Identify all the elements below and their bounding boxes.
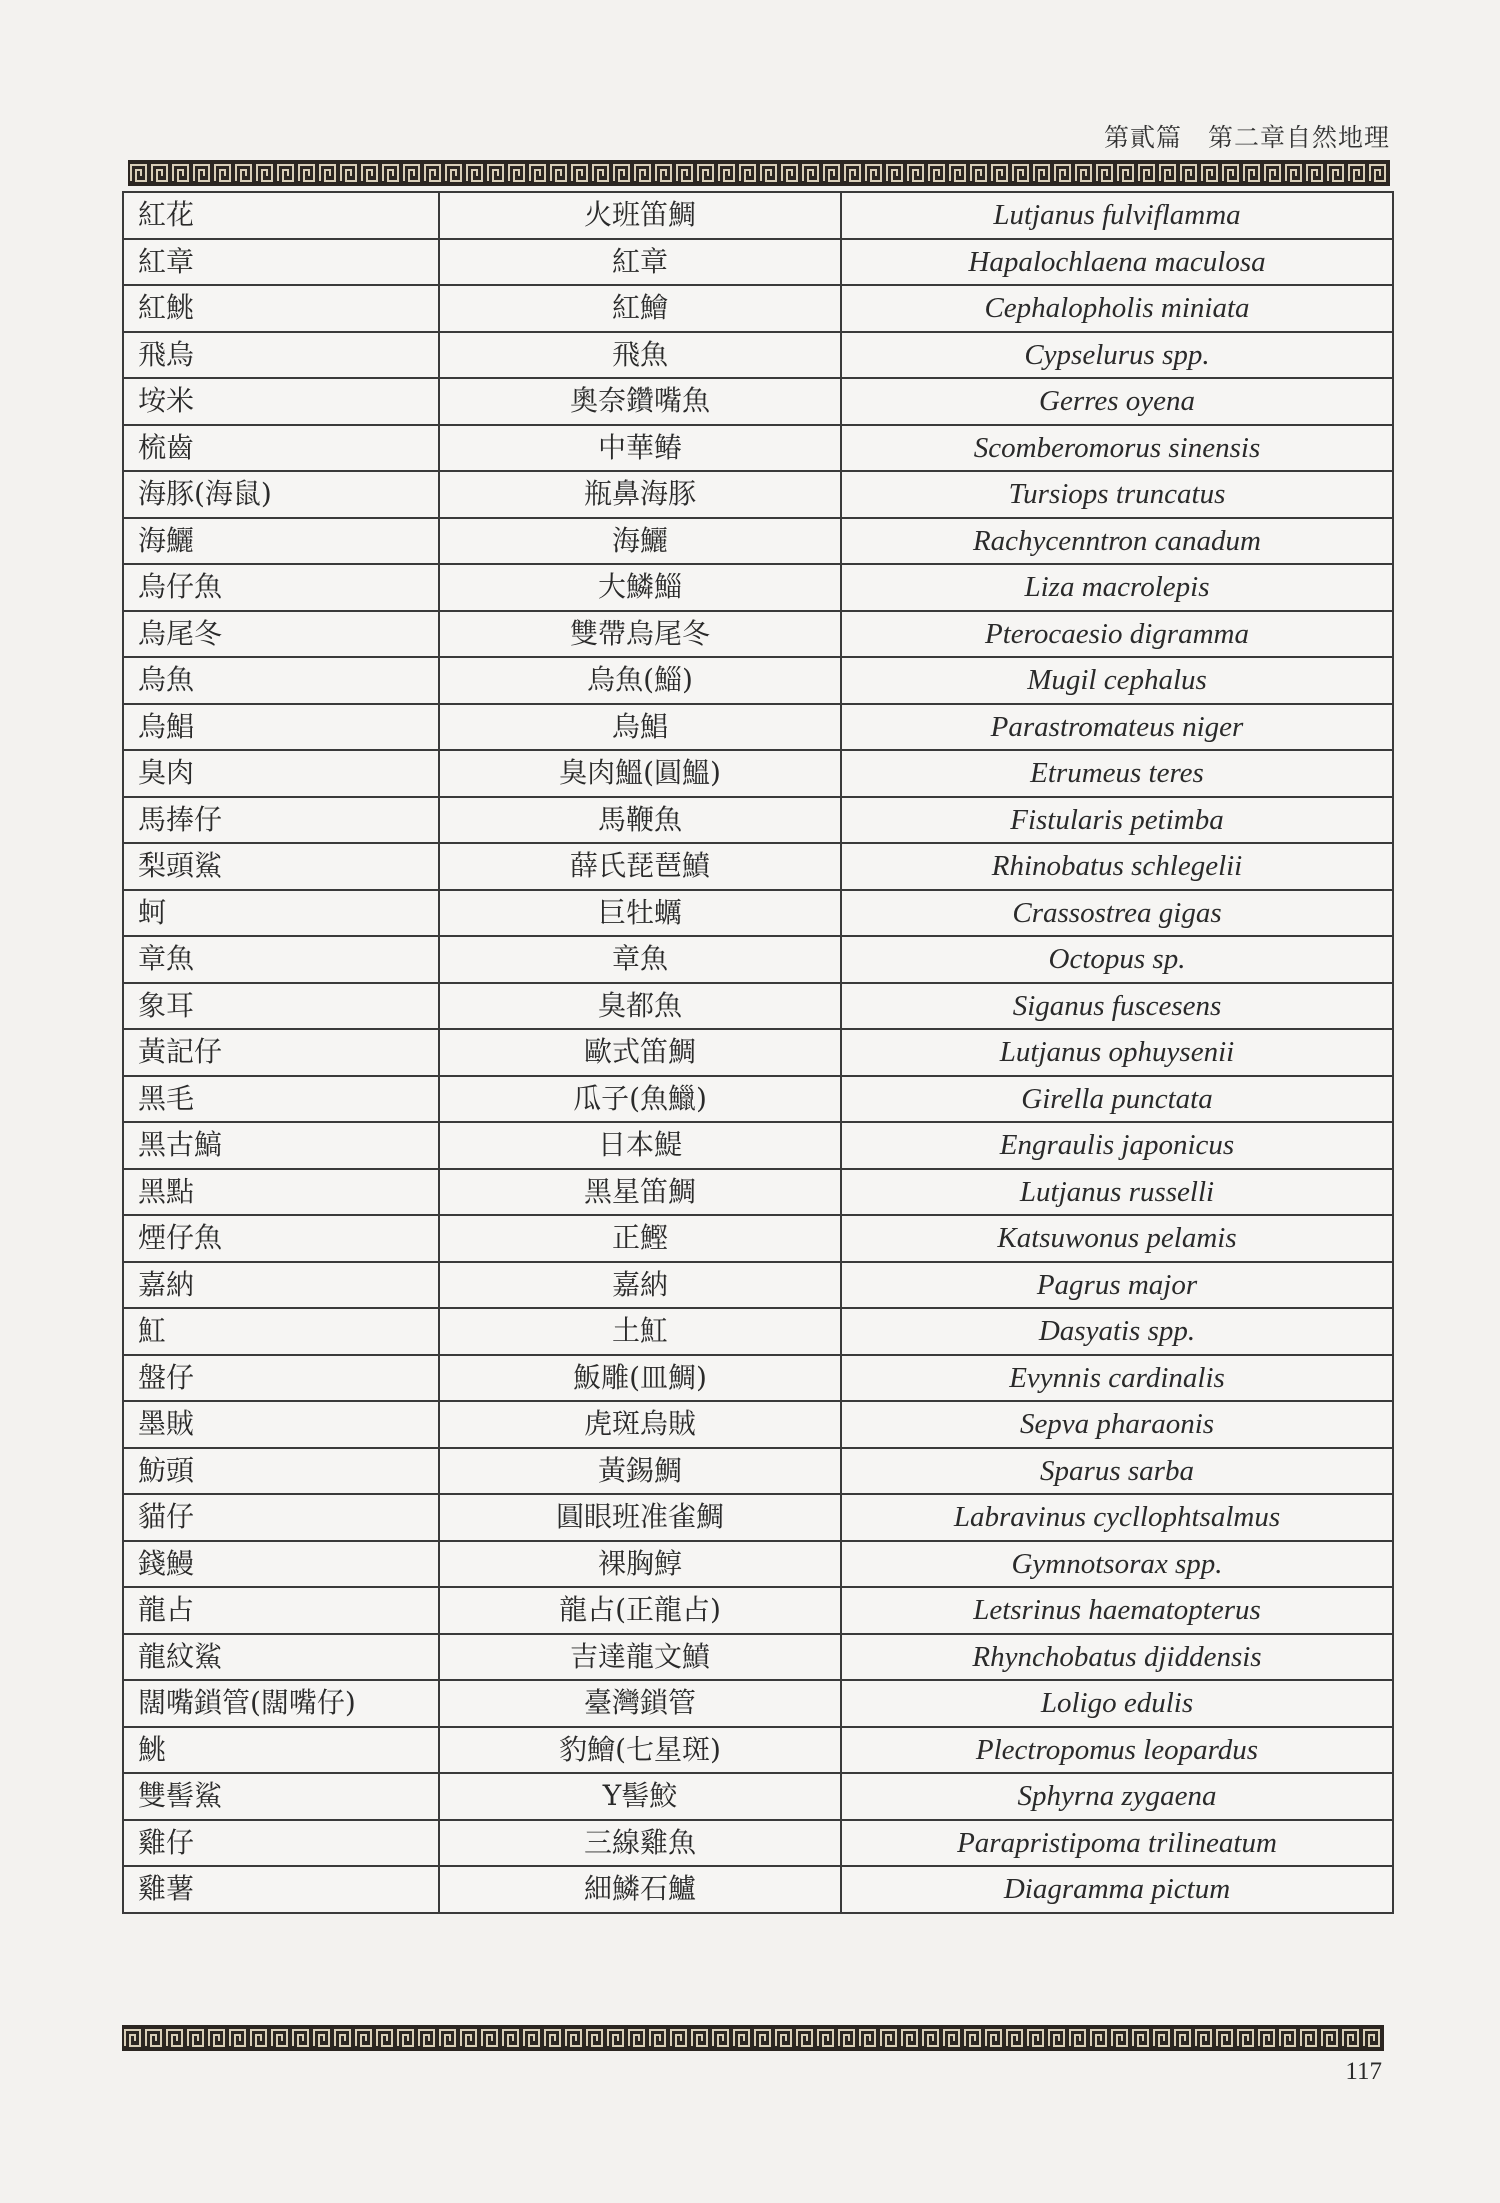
table-row: [123, 983, 1393, 1030]
chinese-name-cell: 中華䲠: [439, 425, 841, 472]
table-row: [123, 1866, 1393, 1913]
scientific-name-cell: Letsrinus haematopterus: [841, 1587, 1393, 1634]
greek-key-border-bottom: [122, 2025, 1384, 2051]
table-row: [123, 936, 1393, 983]
scientific-name-cell: Crassostrea gigas: [841, 890, 1393, 937]
chinese-name-cell: 飛魚: [439, 332, 841, 379]
local-name-cell: 黃記仔: [123, 1029, 439, 1076]
local-name-cell: 海豚(海鼠): [123, 471, 439, 518]
local-name-cell: 龍紋鯊: [123, 1634, 439, 1681]
table-row: [123, 1587, 1393, 1634]
chinese-name-cell: 瓜子(魚鱲): [439, 1076, 841, 1123]
chinese-name-cell: 吉達龍文鱝: [439, 1634, 841, 1681]
scientific-name-cell: Katsuwonus pelamis: [841, 1215, 1393, 1262]
scientific-name-cell: Octopus sp.: [841, 936, 1393, 983]
scientific-name-cell: Sphyrna zygaena: [841, 1773, 1393, 1820]
table-row: [123, 611, 1393, 658]
chinese-name-cell: 日本鯷: [439, 1122, 841, 1169]
local-name-cell: 盤仔: [123, 1355, 439, 1402]
table-row: [123, 843, 1393, 890]
scientific-name-cell: Sepva pharaonis: [841, 1401, 1393, 1448]
running-header: 第貳篇 第二章自然地理: [1103, 123, 1390, 152]
chinese-name-cell: 紅章: [439, 239, 841, 286]
chinese-name-cell: 黃錫鯛: [439, 1448, 841, 1495]
scientific-name-cell: Lutjanus russelli: [841, 1169, 1393, 1216]
scientific-name-cell: Liza macrolepis: [841, 564, 1393, 611]
local-name-cell: 垵米: [123, 378, 439, 425]
table-row: [123, 1494, 1393, 1541]
table-row: [123, 239, 1393, 286]
table-row: [123, 1727, 1393, 1774]
chinese-name-cell: 歐式笛鯛: [439, 1029, 841, 1076]
chinese-name-cell: 章魚: [439, 936, 841, 983]
local-name-cell: 象耳: [123, 983, 439, 1030]
local-name-cell: 雞仔: [123, 1820, 439, 1867]
scientific-name-cell: Rachycenntron canadum: [841, 518, 1393, 565]
table-row: [123, 1773, 1393, 1820]
table-row: [123, 1308, 1393, 1355]
chinese-name-cell: 海鱺: [439, 518, 841, 565]
scientific-name-cell: Tursiops truncatus: [841, 471, 1393, 518]
scientific-name-cell: Sparus sarba: [841, 1448, 1393, 1495]
local-name-cell: 雙髻鯊: [123, 1773, 439, 1820]
chinese-name-cell: 臺灣鎖管: [439, 1680, 841, 1727]
table-row: [123, 704, 1393, 751]
scientific-name-cell: Engraulis japonicus: [841, 1122, 1393, 1169]
table-row: [123, 1680, 1393, 1727]
scientific-name-cell: Loligo edulis: [841, 1680, 1393, 1727]
local-name-cell: 錢鰻: [123, 1541, 439, 1588]
table-row: [123, 564, 1393, 611]
scientific-name-cell: Plectropomus leopardus: [841, 1727, 1393, 1774]
scientific-name-cell: Evynnis cardinalis: [841, 1355, 1393, 1402]
scientific-name-cell: Mugil cephalus: [841, 657, 1393, 704]
chinese-name-cell: 黑星笛鯛: [439, 1169, 841, 1216]
scientific-name-cell: Diagramma pictum: [841, 1866, 1393, 1913]
scientific-name-cell: Etrumeus teres: [841, 750, 1393, 797]
local-name-cell: 烏魚: [123, 657, 439, 704]
scientific-name-cell: Girella punctata: [841, 1076, 1393, 1123]
species-name-table: [122, 191, 1394, 1914]
table-row: [123, 1262, 1393, 1309]
local-name-cell: 鮡: [123, 1727, 439, 1774]
table-row: [123, 1634, 1393, 1681]
local-name-cell: 黑毛: [123, 1076, 439, 1123]
scientific-name-cell: Parastromateus niger: [841, 704, 1393, 751]
chinese-name-cell: 圓眼班准雀鯛: [439, 1494, 841, 1541]
table-row: [123, 1541, 1393, 1588]
local-name-cell: 飛烏: [123, 332, 439, 379]
greek-key-border-top: [128, 160, 1390, 186]
local-name-cell: 紅花: [123, 192, 439, 239]
table-row: [123, 1215, 1393, 1262]
local-name-cell: 烏尾冬: [123, 611, 439, 658]
chinese-name-cell: 雙帶烏尾冬: [439, 611, 841, 658]
local-name-cell: 馬捧仔: [123, 797, 439, 844]
scientific-name-cell: Gymnotsorax spp.: [841, 1541, 1393, 1588]
chinese-name-cell: 正鰹: [439, 1215, 841, 1262]
local-name-cell: 黑點: [123, 1169, 439, 1216]
scientific-name-cell: Lutjanus fulviflamma: [841, 192, 1393, 239]
table-row: [123, 1076, 1393, 1123]
local-name-cell: 煙仔魚: [123, 1215, 439, 1262]
table-row: [123, 1401, 1393, 1448]
table-row: [123, 1820, 1393, 1867]
local-name-cell: 嘉納: [123, 1262, 439, 1309]
local-name-cell: 魟: [123, 1308, 439, 1355]
local-name-cell: 烏鯧: [123, 704, 439, 751]
scientific-name-cell: Gerres oyena: [841, 378, 1393, 425]
table-row: [123, 890, 1393, 937]
local-name-cell: 貓仔: [123, 1494, 439, 1541]
local-name-cell: 梨頭鯊: [123, 843, 439, 890]
table-row: [123, 797, 1393, 844]
scientific-name-cell: Hapalochlaena maculosa: [841, 239, 1393, 286]
chinese-name-cell: 烏魚(鯔): [439, 657, 841, 704]
chinese-name-cell: Y髻鮫: [439, 1773, 841, 1820]
table-row: [123, 657, 1393, 704]
scientific-name-cell: Pagrus major: [841, 1262, 1393, 1309]
scientific-name-cell: Rhynchobatus djiddensis: [841, 1634, 1393, 1681]
scientific-name-cell: Siganus fuscesens: [841, 983, 1393, 1030]
scientific-name-cell: Lutjanus ophuysenii: [841, 1029, 1393, 1076]
scientific-name-cell: Dasyatis spp.: [841, 1308, 1393, 1355]
local-name-cell: 龍占: [123, 1587, 439, 1634]
chinese-name-cell: 魬雕(皿鯛): [439, 1355, 841, 1402]
chinese-name-cell: 馬鞭魚: [439, 797, 841, 844]
table-row: [123, 1122, 1393, 1169]
table-row: [123, 378, 1393, 425]
table-row: [123, 192, 1393, 239]
chinese-name-cell: 虎斑烏賊: [439, 1401, 841, 1448]
local-name-cell: 紅章: [123, 239, 439, 286]
scientific-name-cell: Rhinobatus schlegelii: [841, 843, 1393, 890]
table-row: [123, 1355, 1393, 1402]
scientific-name-cell: Fistularis petimba: [841, 797, 1393, 844]
local-name-cell: 雞薯: [123, 1866, 439, 1913]
scientific-name-cell: Cypselurus spp.: [841, 332, 1393, 379]
local-name-cell: 烏仔魚: [123, 564, 439, 611]
table-row: [123, 1169, 1393, 1216]
chinese-name-cell: 紅鱠: [439, 285, 841, 332]
chinese-name-cell: 三線雞魚: [439, 1820, 841, 1867]
chinese-name-cell: 裸胸鯙: [439, 1541, 841, 1588]
chinese-name-cell: 薛氏琵琶鱝: [439, 843, 841, 890]
local-name-cell: 梳齒: [123, 425, 439, 472]
table-row: [123, 332, 1393, 379]
local-name-cell: 章魚: [123, 936, 439, 983]
table-row: [123, 750, 1393, 797]
table-row: [123, 518, 1393, 565]
chinese-name-cell: 細鱗石鱸: [439, 1866, 841, 1913]
scientific-name-cell: Scomberomorus sinensis: [841, 425, 1393, 472]
chinese-name-cell: 巨牡蠣: [439, 890, 841, 937]
scientific-name-cell: Pterocaesio digramma: [841, 611, 1393, 658]
chinese-name-cell: 龍占(正龍占): [439, 1587, 841, 1634]
page-number: 117: [1345, 2058, 1382, 2085]
chinese-name-cell: 臭都魚: [439, 983, 841, 1030]
table-row: [123, 285, 1393, 332]
table-row: [123, 471, 1393, 518]
chinese-name-cell: 嘉納: [439, 1262, 841, 1309]
local-name-cell: 臭肉: [123, 750, 439, 797]
local-name-cell: 蚵: [123, 890, 439, 937]
chinese-name-cell: 奧奈鑽嘴魚: [439, 378, 841, 425]
chinese-name-cell: 烏鯧: [439, 704, 841, 751]
local-name-cell: 魴頭: [123, 1448, 439, 1495]
chinese-name-cell: 火班笛鯛: [439, 192, 841, 239]
chinese-name-cell: 大鱗鯔: [439, 564, 841, 611]
chinese-name-cell: 臭肉鰮(圓鰮): [439, 750, 841, 797]
local-name-cell: 黑古鰝: [123, 1122, 439, 1169]
table-row: [123, 425, 1393, 472]
table-row: [123, 1448, 1393, 1495]
chinese-name-cell: 土魟: [439, 1308, 841, 1355]
local-name-cell: 闊嘴鎖管(闊嘴仔): [123, 1680, 439, 1727]
local-name-cell: 海鱺: [123, 518, 439, 565]
chinese-name-cell: 瓶鼻海豚: [439, 471, 841, 518]
local-name-cell: 墨賊: [123, 1401, 439, 1448]
local-name-cell: 紅鮡: [123, 285, 439, 332]
scientific-name-cell: Parapristipoma trilineatum: [841, 1820, 1393, 1867]
table-row: [123, 1029, 1393, 1076]
scientific-name-cell: Labravinus cycllophtsalmus: [841, 1494, 1393, 1541]
scientific-name-cell: Cephalopholis miniata: [841, 285, 1393, 332]
chinese-name-cell: 豹鱠(七星斑): [439, 1727, 841, 1774]
